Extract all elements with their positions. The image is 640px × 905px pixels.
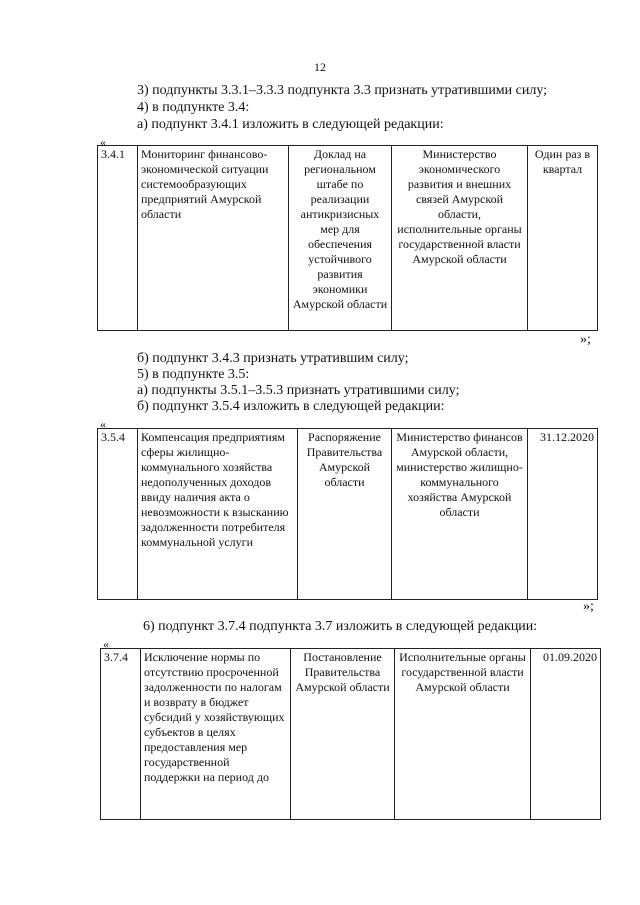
paragraph-item-4: 4) в подпункте 3.4: bbox=[137, 100, 250, 115]
document-type-cell: Распоряжение Правительства Амурской области bbox=[298, 429, 392, 600]
executor-cell: Министерство финансов Амурской области, министерство жилищно-коммунального хозяйства Амурской области bbox=[392, 429, 528, 600]
amendment-table-3-7-4 bbox=[100, 648, 601, 820]
page-number: 12 bbox=[314, 60, 326, 74]
measure-name-cell: Компенсация предприятиям сферы жилищно-коммунального хозяйства недополученных доходов ввиду наличия акта о невозможности к взысканию задолженности потребителя коммунальной услуги bbox=[138, 429, 298, 600]
table-row bbox=[101, 649, 601, 820]
paragraph-item-4a: а) подпункт 3.4.1 изложить в следующей редакции: bbox=[137, 117, 444, 132]
deadline-cell: Один раз в квартал bbox=[528, 146, 598, 331]
item-number-cell: 3.4.1 bbox=[98, 146, 138, 331]
item-number-cell: 3.7.4 bbox=[101, 649, 141, 820]
amendment-table-3-5-4 bbox=[97, 428, 598, 600]
item-number-cell: 3.5.4 bbox=[98, 429, 138, 600]
deadline-cell: 31.12.2020 bbox=[528, 429, 598, 600]
opening-quote: « bbox=[100, 135, 106, 149]
deadline-cell: 01.09.2020 bbox=[531, 649, 601, 820]
paragraph-item-3: 3) подпункты 3.3.1–3.3.3 подпункта 3.3 признать утратившими силу; bbox=[137, 83, 548, 98]
closing-quote: »; bbox=[583, 599, 594, 614]
paragraph-item-4b: б) подпункт 3.4.3 признать утратившим силу; bbox=[137, 351, 409, 366]
paragraph-item-5b: б) подпункт 3.5.4 изложить в следующей редакции: bbox=[137, 399, 445, 414]
amendment-table-3-4-1 bbox=[97, 145, 598, 331]
opening-quote: « bbox=[103, 637, 109, 651]
document-type-cell: Постановление Правительства Амурской области bbox=[291, 649, 395, 820]
paragraph-item-6: 6) подпункт 3.7.4 подпункта 3.7 изложить в следующей редакции: bbox=[143, 619, 538, 634]
paragraph-item-5a: а) подпункты 3.5.1–3.5.3 признать утратившими силу; bbox=[137, 383, 460, 398]
measure-name-cell: Исключение нормы по отсутствию просроченной задолженности по налогам и возврату в бюджет субсидий у хозяйствующих субъектов в целях предоставления мер государственной поддержки на период до bbox=[141, 649, 291, 820]
executor-cell: Исполнительные органы государственной власти Амурской области bbox=[395, 649, 531, 820]
closing-quote: »; bbox=[580, 332, 591, 347]
opening-quote: « bbox=[100, 417, 106, 431]
document-type-cell: Доклад на региональном штабе по реализации антикризисных мер для обеспечения устойчивого развития экономики Амурской области bbox=[289, 146, 392, 331]
table-row bbox=[98, 146, 598, 331]
table-row bbox=[98, 429, 598, 600]
measure-name-cell: Мониторинг финансово-экономической ситуации системообразующих предприятий Амурской области bbox=[138, 146, 289, 331]
executor-cell: Министерство экономического развития и внешних связей Амурской области, исполнительные органы государственной власти Амурской области bbox=[392, 146, 528, 331]
paragraph-item-5: 5) в подпункте 3.5: bbox=[137, 367, 250, 382]
